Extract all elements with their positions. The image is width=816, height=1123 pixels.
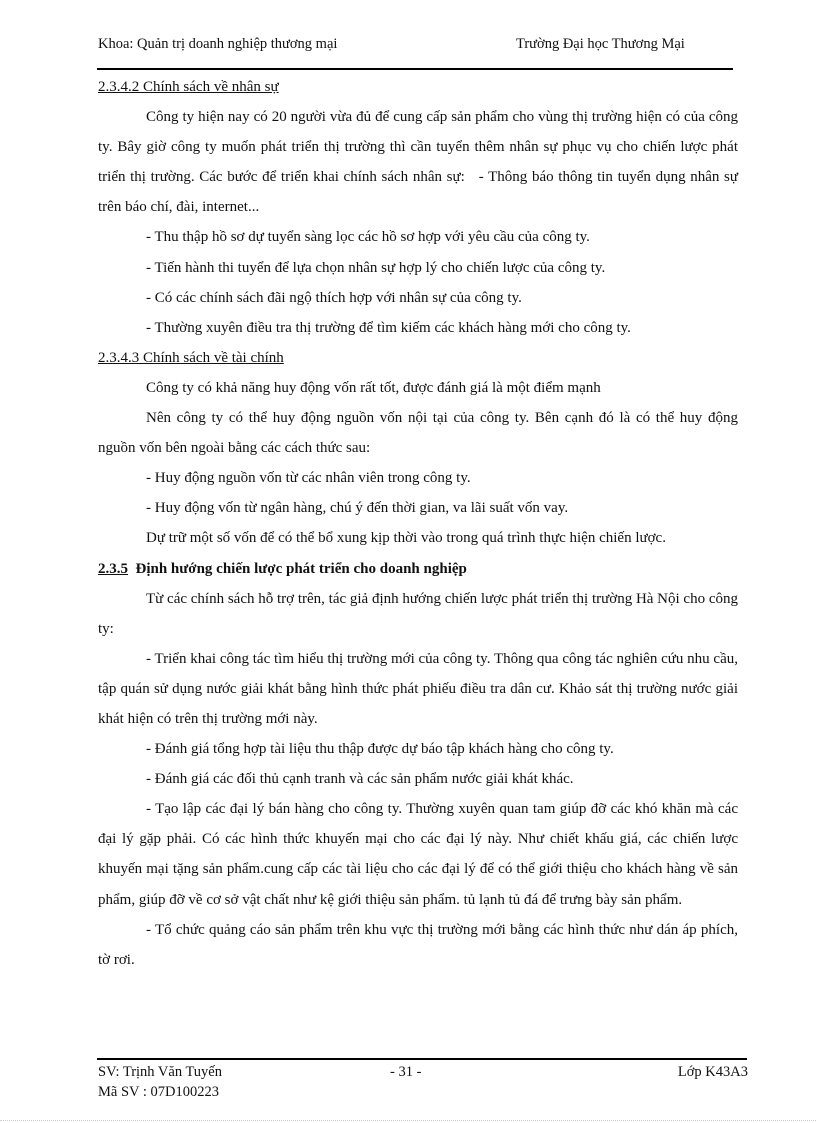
list-item: - Có các chính sách đãi ngộ thích hợp với nhân sự của công ty. [146, 289, 522, 306]
header-faculty: Khoa: Quản trị doanh nghiệp thương mại [98, 36, 338, 52]
section-title-hr-policy: 2.3.4.2 Chính sách về nhân sự [98, 79, 279, 95]
section-title-strategy [98, 554, 738, 584]
paragraph: Nên công ty có thể huy động nguồn vốn nội tại của công ty. Bên cạnh đó là có thể huy động nguồn vốn bên ngoài bằng các cách thức sau: [98, 410, 738, 457]
list-item: - Tiến hành thi tuyển để lựa chọn nhân sự hợp lý cho chiến lược của công ty. [146, 259, 606, 276]
paragraph: - Đánh giá các đối thủ cạnh tranh và các sản phẩm nước giải khát khác. [146, 771, 574, 788]
footer-rule [97, 1058, 747, 1060]
section-title-finance-policy: 2.3.4.3 Chính sách về tài chính [98, 349, 284, 366]
document-body [98, 72, 738, 975]
list-item: - Thông báo thông tin tuyển dụng nhân sự trên báo chí, đài, internet... [98, 169, 739, 216]
footer-student-id: Mã SV : 07D100223 [98, 1084, 219, 1100]
paragraph: Công ty có khả năng huy động vốn rất tốt, được đánh giá là một điểm mạnh [146, 379, 601, 396]
paragraph: Công ty hiện nay có 20 người vừa đủ để cung cấp sản phẩm cho vùng thị trường hiện có của công ty. Bây giờ công ty muốn phát triển thị trường thì cần tuyển thêm nhân sự phục vụ cho chiến lược phát triển thị trường. Các bước để triển khai chính sách nhân sự: - Thông báo thông tin tuyển dụng nhân sự trên báo chí, đài, internet... [98, 109, 739, 216]
paragraph: - Đánh giá tổng hợp tài liệu thu thập được dự báo tập khách hàng cho công ty. [146, 741, 614, 758]
section-heading-text: Định hướng chiến lược phát triển cho doanh nghiệp [135, 560, 467, 577]
page-number: - 31 - [390, 1064, 422, 1080]
footer-student-name: SV: Trịnh Văn Tuyến [98, 1064, 222, 1080]
header-rule [97, 68, 733, 70]
header-university: Trường Đại học Thương Mại [516, 36, 685, 52]
paragraph: - Triển khai công tác tìm hiểu thị trường mới của công ty. Thông qua công tác nghiên cứu nhu cầu, tập quán sử dụng nước giải khát bằng hình thức phát phiếu điều tra dân cư. Khảo sát thị trường nước giải khát hiện có trên thị trường mới này. [98, 650, 738, 727]
list-item: - Huy động nguồn vốn từ các nhân viên trong công ty. [146, 470, 471, 487]
paragraph: - Tổ chức quảng cáo sản phẩm trên khu vực thị trường mới bằng các hình thức như dán áp phích, tờ rơi. [98, 921, 738, 968]
list-item: - Thu thập hồ sơ dự tuyển sàng lọc các hồ sơ hợp với yêu cầu của công ty. [146, 229, 590, 246]
paragraph: - Tạo lập các đại lý bán hàng cho công ty. Thường xuyên quan tam giúp đỡ các khó khăn mà các đại lý gặp phải. Có các hình thức khuyến mại cho các đại lý này. Như chiết khấu giá, các chiến lược khuyến mại tặng sản phẩm.cung cấp các tài liệu cho các đại lý để có thể giới thiệu cho khách hàng về sản phẩm, giúp đỡ về cơ sở vật chất như kệ giới thiệu sản phẩm. tủ lạnh tủ đá để trưng bày sản phẩm. [98, 801, 738, 908]
paragraph: Dự trữ một số vốn để có thể bổ xung kịp thời vào trong quá trình thực hiện chiến lược. [146, 530, 666, 547]
section-number: 2.3.5 [98, 560, 128, 577]
footer-class: Lớp K43A3 [677, 1064, 748, 1080]
list-item: - Huy động vốn từ ngân hàng, chú ý đến thời gian, va lãi suất vốn vay. [146, 500, 569, 517]
list-item: - Thường xuyên điều tra thị trường để tìm kiếm các khách hàng mới cho công ty. [146, 319, 631, 336]
page-edge [0, 1120, 816, 1121]
paragraph: Từ các chính sách hỗ trợ trên, tác giả định hướng chiến lược phát triển thị trường Hà Nội cho công ty: [98, 590, 738, 637]
